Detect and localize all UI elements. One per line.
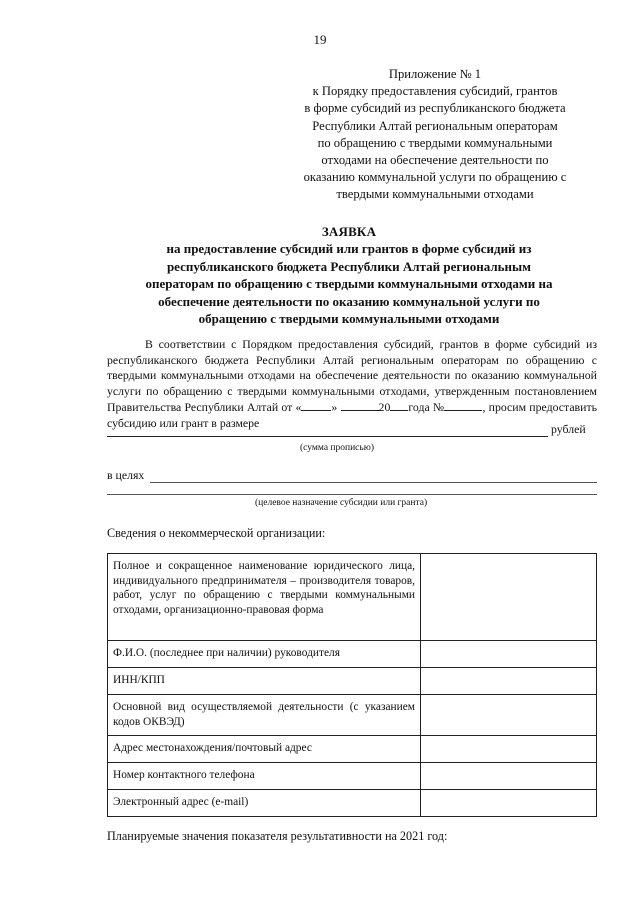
paragraph-text: В соответствии с Порядком предоставления субсидий, грантов в форме субсидий из республиканского бюджета Республики Алтай региональным операторам по обращению с твердыми коммунальными отходами на обеспечение деятельности по оказанию коммунальной услуги по обращению с твердыми коммунальными отходами, утвержденным постановлением Правительства Республики Алтай от « <box>107 337 597 414</box>
sum-caption: (сумма прописью) <box>300 443 374 453</box>
results-heading: Планируемые значения показателя результативности на 2021 год: <box>107 829 448 843</box>
year-prefix: 20 <box>378 400 391 414</box>
row-value-cell[interactable] <box>421 790 597 817</box>
row-value-cell[interactable] <box>421 554 597 641</box>
row-label: ИНН/КПП <box>108 668 421 695</box>
row-label: Полное и сокращенное наименование юридического лица, индивидуального предпринимателя – производителя товаров, работ, услуг по обращению с твердыми коммунальными отходами, организационно-правовая форма <box>108 554 421 641</box>
appendix-line: по обращению с твердыми коммунальными <box>317 135 553 150</box>
day-blank[interactable] <box>301 399 331 411</box>
row-value-cell[interactable] <box>421 695 597 736</box>
purpose-blank[interactable] <box>150 482 597 483</box>
row-value-cell[interactable] <box>421 763 597 790</box>
application-paragraph <box>107 337 597 431</box>
document-title <box>98 223 600 327</box>
table-row <box>108 736 597 763</box>
title-line: операторам по обращению с твердыми коммунальными отходами на <box>145 276 553 292</box>
purpose-line <box>107 468 597 483</box>
row-label: Основной вид осуществляемой деятельности (с указанием кодов ОКВЭД) <box>108 695 421 736</box>
appendix-line: Республики Алтай региональным операторам <box>312 118 558 133</box>
purpose-caption: (целевое назначение субсидии или гранта) <box>255 498 428 508</box>
purpose-label: в целях <box>107 468 145 482</box>
table-row <box>108 668 597 695</box>
sum-blank[interactable] <box>107 436 548 437</box>
title-main: ЗАЯВКА <box>321 224 377 239</box>
table-row <box>108 554 597 641</box>
row-label: Электронный адрес (e-mail) <box>108 790 421 817</box>
appendix-header <box>262 66 608 204</box>
page-number: 19 <box>313 32 327 47</box>
row-label: Адрес местонахождения/почтовый адрес <box>108 736 421 763</box>
purpose-blank-2[interactable] <box>107 494 597 495</box>
row-value-cell[interactable] <box>421 641 597 668</box>
year-blank[interactable] <box>390 399 408 411</box>
org-info-table <box>107 553 597 817</box>
row-value-cell[interactable] <box>421 668 597 695</box>
decree-number-blank[interactable] <box>444 399 482 411</box>
table-row <box>108 763 597 790</box>
title-line: на предоставление субсидий или грантов в форме субсидий из <box>166 241 532 257</box>
appendix-line: твердыми коммунальными отходами <box>336 187 534 202</box>
table-row <box>108 695 597 736</box>
row-label: Номер контактного телефона <box>108 763 421 790</box>
org-heading: Сведения о некоммерческой организации: <box>107 526 326 540</box>
title-line: обращению с твердыми коммунальными отходами <box>198 311 500 327</box>
quote-close: » <box>331 400 338 414</box>
row-label: Ф.И.О. (последнее при наличии) руководителя <box>108 641 421 668</box>
appendix-line: в форме субсидий из республиканского бюджета <box>304 101 566 116</box>
currency-label: рублей <box>551 422 586 436</box>
appendix-line: Приложение № 1 <box>388 67 482 81</box>
request-text: , просим предоставить субсидию или грант в размере <box>107 400 597 430</box>
title-line: обеспечение деятельности по оказанию коммунальной услуги по <box>158 293 540 309</box>
appendix-line: отходами на обеспечение деятельности по <box>321 153 549 168</box>
appendix-line: оказанию коммунальной услуги по обращению с <box>303 170 567 185</box>
table-row <box>108 790 597 817</box>
row-value-cell[interactable] <box>421 736 597 763</box>
table-row <box>108 641 597 668</box>
year-suffix: года № <box>408 400 445 414</box>
title-line: республиканского бюджета Республики Алтай региональным <box>166 258 532 274</box>
appendix-line: к Порядку предоставления субсидий, грантов <box>312 84 558 99</box>
month-blank[interactable] <box>341 399 379 411</box>
